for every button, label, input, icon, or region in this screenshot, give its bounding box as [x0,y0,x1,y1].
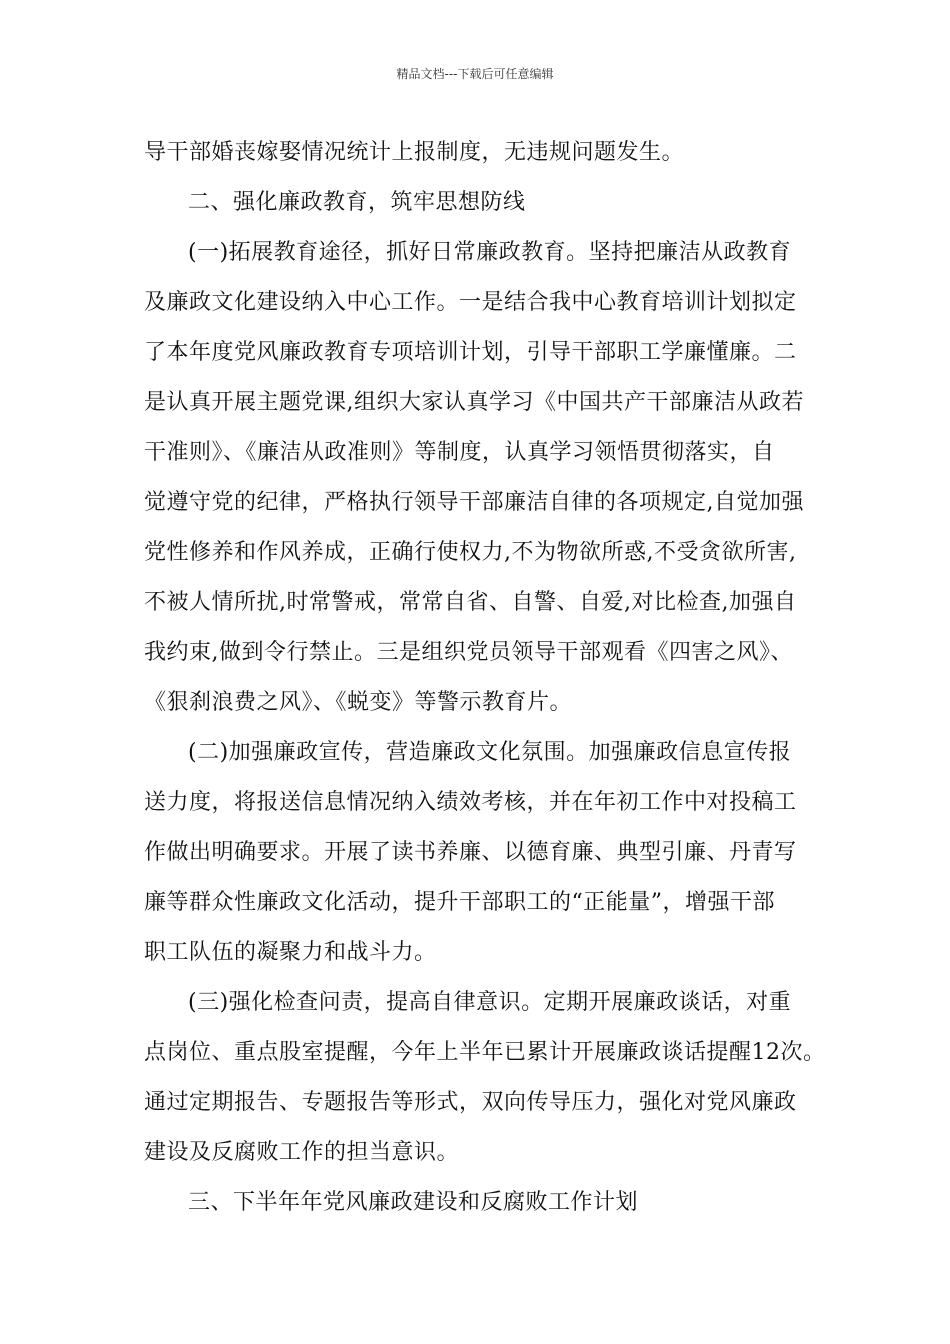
paragraph-line: 点岗位、重点股室提醒，今年上半年已累计开展廉政谈话提醒12次。 [144,1040,826,1065]
paragraph-line: (一)拓展教育途径，抓好日常廉政教育。坚持把廉洁从政教育 [188,240,792,265]
section-heading-3: 三、下半年年党风廉政建设和反腐败工作计划 [188,1190,639,1215]
paragraph-line: 干准则》、《廉洁从政准则》等制度，认真学习领悟贯彻落实，自 [144,440,775,465]
paragraph-line: 建设及反腐败工作的担当意识。 [144,1140,460,1165]
paragraph-line: 导干部婚丧嫁娶情况统计上报制度，无违规问题发生。 [144,140,685,165]
paragraph-line: 作做出明确要求。开展了读书养廉、以德育廉、典型引廉、丹青写 [144,840,797,865]
paragraph-line: 及廉政文化建设纳入中心工作。一是结合我中心教育培训计划拟定 [144,290,797,315]
paragraph-line: 送力度，将报送信息情况纳入绩效考核，并在年初工作中对投稿工 [144,790,797,815]
document-body [144,128,826,1228]
paragraph-line: 通过定期报告、专题报告等形式，双向传导压力，强化对党风廉政 [144,1090,797,1115]
paragraph-line: (二)加强廉政宣传，营造廉政文化氛围。加强廉政信息宣传报 [188,740,792,765]
paragraph-line: 我约束,做到令行禁止。三是组织党员领导干部观看《四害之风》、 [144,640,793,665]
paragraph-line: 党性修养和作风养成，正确行使权力,不为物欲所惑,不受贪欲所害, [144,540,797,565]
paragraph-line: 觉遵守党的纪律，严格执行领导干部廉洁自律的各项规定,自觉加强 [144,490,804,515]
paragraph-line: 了本年度党风廉政教育专项培训计划，引导干部职工学廉懂廉。二 [144,340,797,365]
paragraph-line: 《狠刹浪费之风》、《蜕变》等警示教育片。 [144,690,573,715]
section-heading-2: 二、强化廉政教育，筑牢思想防线 [188,190,526,215]
paragraph-line: 不被人情所扰,时常警戒，常常自省、自警、自爱,对比检查,加强自 [144,590,797,615]
page-header: 精品文档---下载后可任意编辑 [396,67,554,81]
paragraph-line: 廉等群众性廉政文化活动，提升干部职工的“正能量”，增强干部 [144,890,775,915]
paragraph-line: 是认真开展主题党课,组织大家认真学习《中国共产干部廉洁从政若 [144,390,804,415]
paragraph-line: 职工队伍的凝聚力和战斗力。 [144,940,437,965]
paragraph-line: (三)强化检查问责，提高自律意识。定期开展廉政谈话，对重 [188,990,792,1015]
